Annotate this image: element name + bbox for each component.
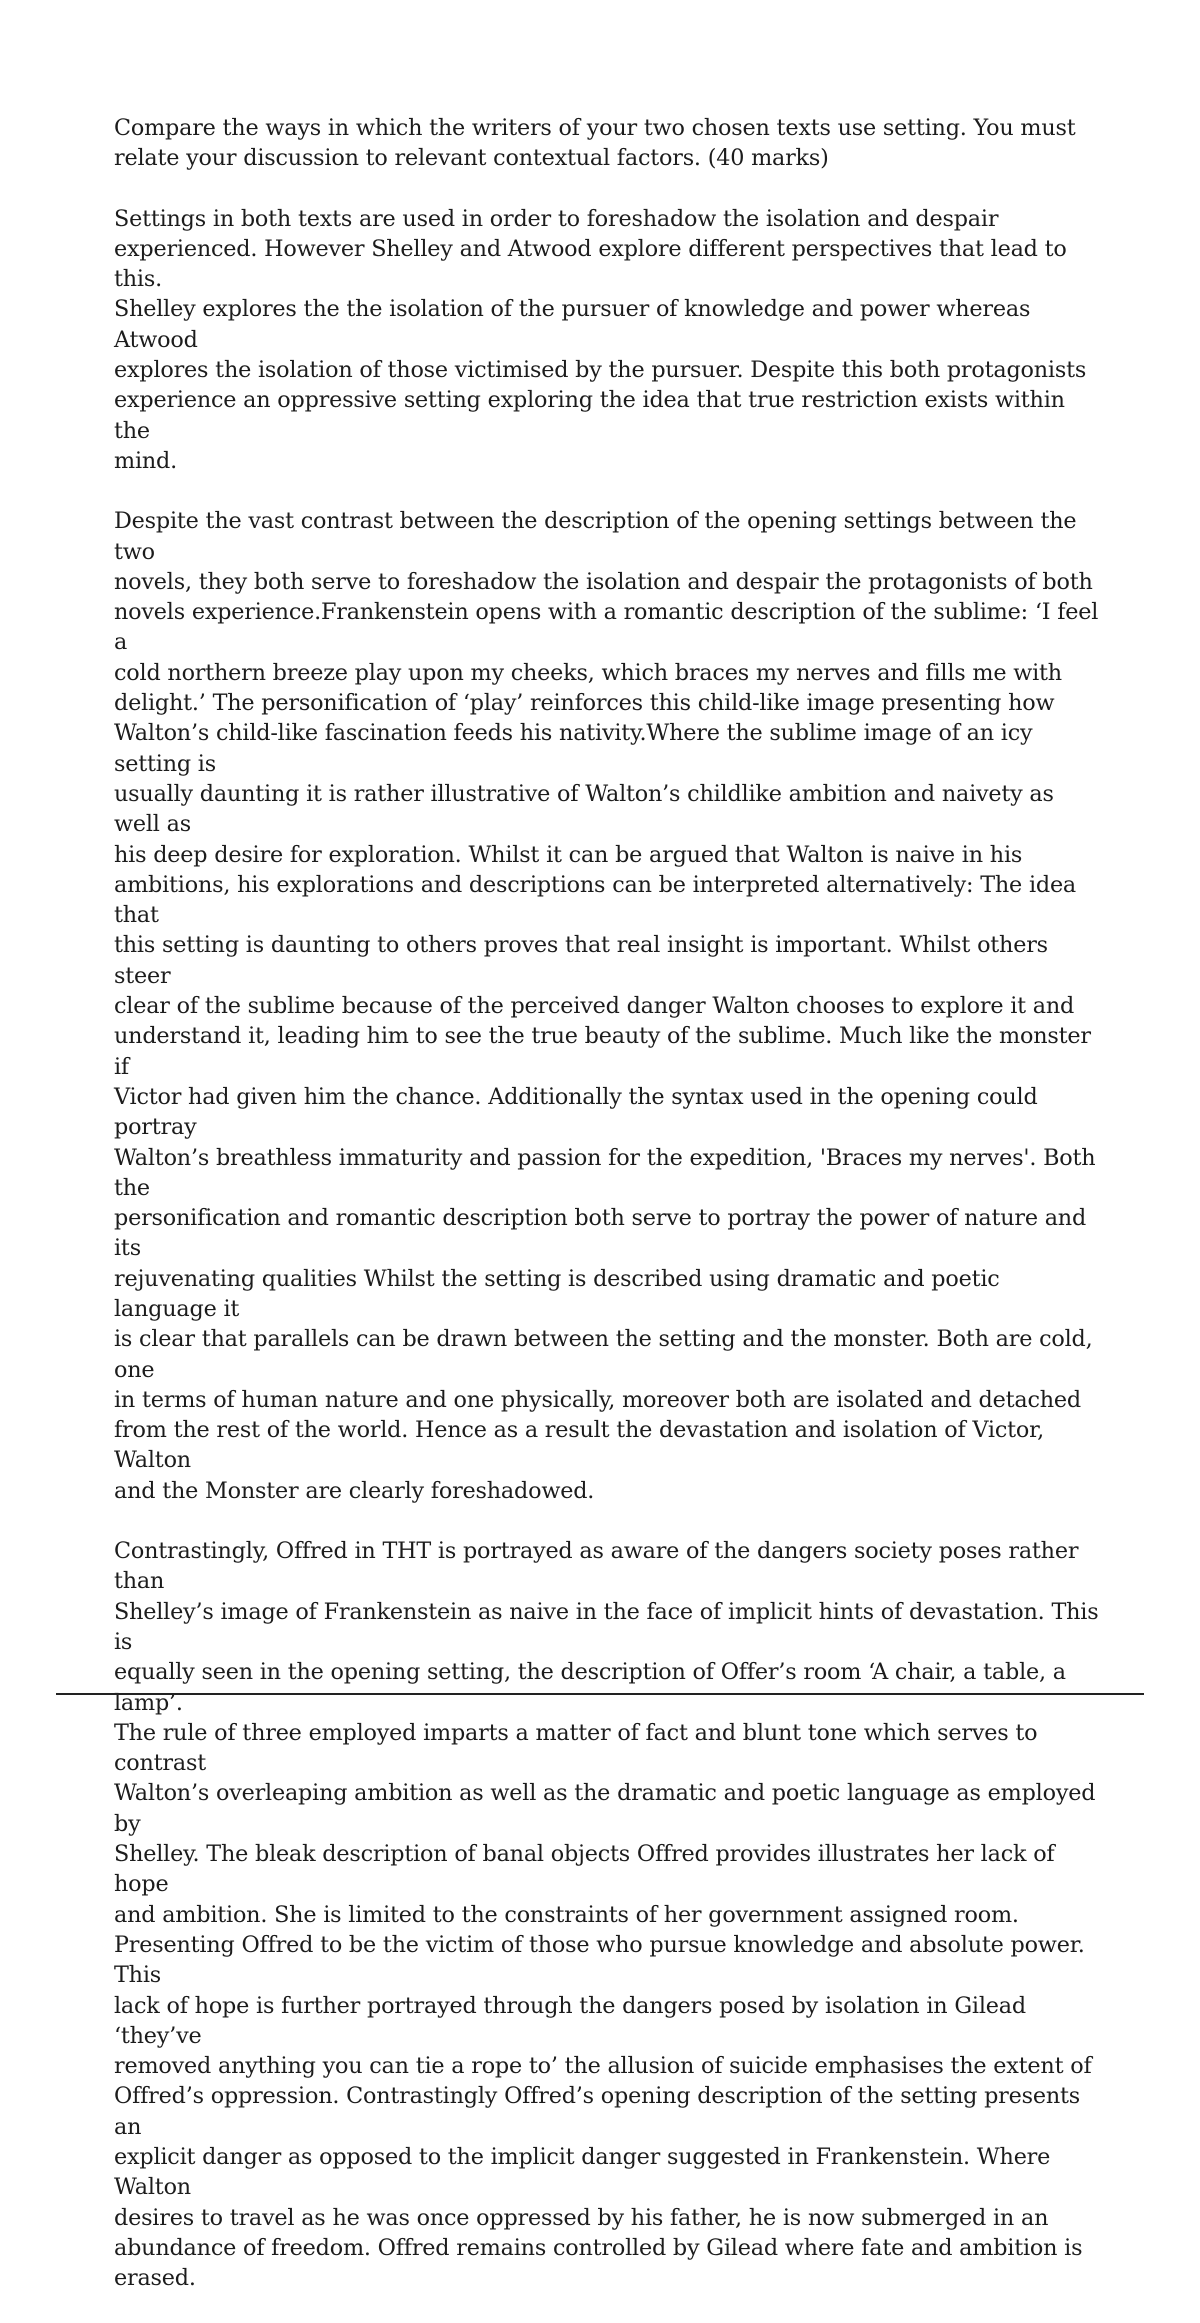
essay-question: Compare the ways in which the writers of your two chosen texts use setting. You must relate your discussion to relevant contextual factors. (40 marks) [114,115,1076,172]
essay-paragraph-introduction: Settings in both texts are used in order to foreshadow the isolation and despair experienced. However Shelley and Atwood explore different perspectives that lead to this. Shelley explores the the isolation of the pursuer of knowledge and power whereas Atwood explores the isolation of those victimised by the pursuer. Despite this both protagonists experience an oppressive setting exploring the idea that true restriction exists within the mind. [114,205,1087,474]
footer-divider [56,1693,1144,1695]
essay-paragraph-frankenstein: Despite the vast contrast between the description of the opening settings between the two novels, they both serve to foreshadow the isolation and despair the protagonists of both novels experience.Frankenstein opens with a romantic description of the sublime: ‘I feel a cold northern breeze play upon my cheeks, which braces my nerves and fills me with delight.’ The personification of ‘play’ reinforces this child-like image presenting how Walton’s child-like fascination feeds his nativity.Where the sublime image of an icy setting is usually daunting it is rather illustrative of Walton’s childlike ambition and naivety as well as his deep desire for exploration. Whilst it can be argued that Walton is naive in his ambitions, his explorations and descriptions can be interpreted alternatively: The idea that this setting is daunting to others proves that real insight is important. Whilst others steer clear of the sublime because of the perceived danger Walton chooses to explore it and understand it, leading him to see the true beauty of the sublime. Much like the monster if Victor had given him the chance. Additionally the syntax used in the opening could portray Walton’s breathless immaturity and passion for the expedition, 'Braces my nerves'. Both the personification and romantic description both serve to portray the power of nature and its rejuvenating qualities Whilst the setting is described using dramatic and poetic language it is clear that parallels can be drawn between the setting and the monster. Both are cold, one in terms of human nature and one physically, moreover both are isolated and detached from the rest of the world. Hence as a result the devastation and isolation of Victor, Walton and the Monster are clearly foreshadowed. [114,508,1099,1504]
document-page [114,113,1099,2323]
essay-paragraph-handmaids-tale: Contrastingly, Offred in THT is portrayed as aware of the dangers society poses rather than Shelley’s image of Frankenstein as naive in the face of implicit hints of devastation. This is equally seen in the opening setting, the description of Offer’s room ‘A chair, a table, a lamp’. The rule of three employed imparts a matter of fact and blunt tone which serves to contrast Walton’s overleaping ambition as well as the dramatic and poetic language as employed by Shelley. The bleak description of banal objects Offred provides illustrates her lack of hope and ambition. She is limited to the constraints of her government assigned room. Presenting Offred to be the victim of those who pursue knowledge and absolute power. This lack of hope is further portrayed through the dangers posed by isolation in Gilead ‘they’ve removed anything you can tie a rope to’ the allusion of suicide emphasises the extent of Offred’s oppression. Contrastingly Offred’s opening description of the setting presents an explicit danger as opposed to the implicit danger suggested in Frankenstein. Where Walton desires to travel as he was once oppressed by his father, he is now submerged in an abundance of freedom. Offred remains controlled by Gilead where fate and ambition is erased. [114,1538,1099,2292]
